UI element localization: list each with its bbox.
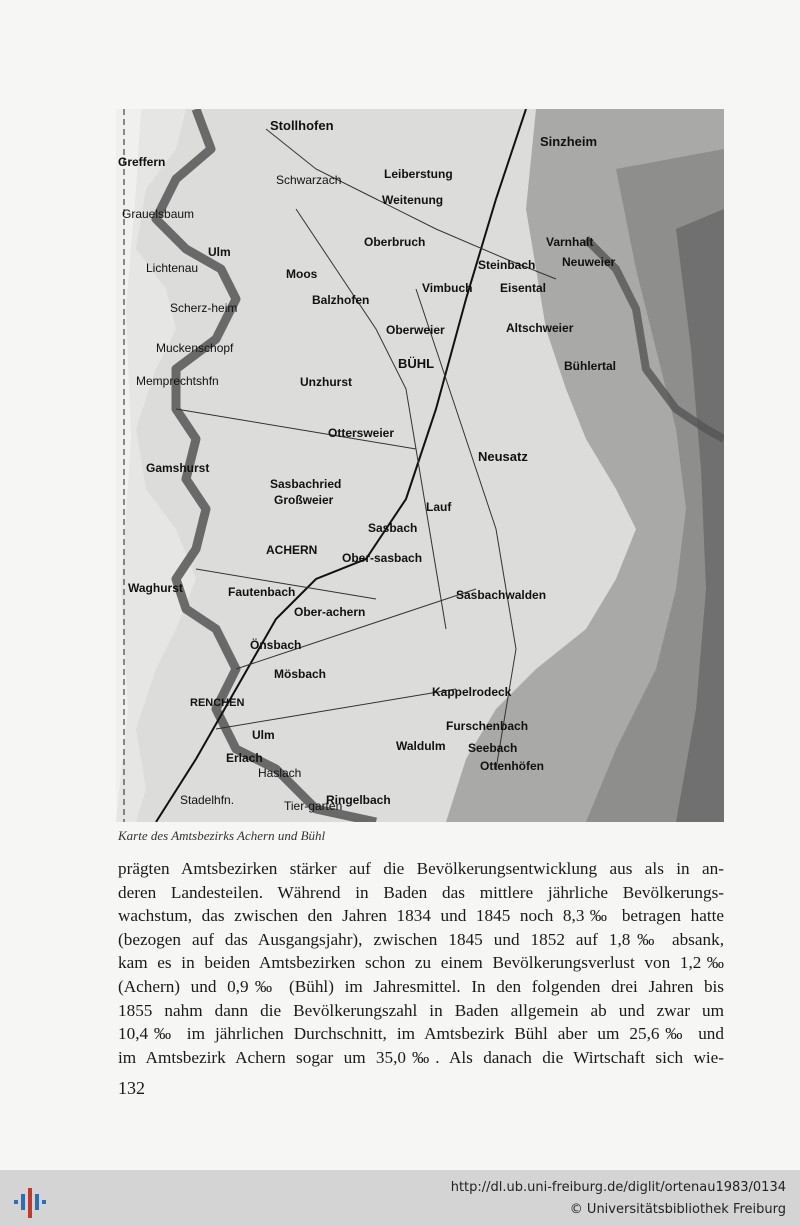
place-label: Ottenhöfen — [480, 759, 544, 773]
text-line: im Amtsbezirk Achern sogar um 35,0‰. Als danach die Wirtschaft sich wie- — [118, 1047, 724, 1067]
place-label: ACHERN — [266, 543, 318, 557]
place-label: Önsbach — [250, 638, 302, 652]
place-label: Ulm — [208, 245, 231, 259]
place-label: Memprechtshfn — [136, 374, 219, 388]
place-label: Oberbruch — [364, 235, 426, 249]
place-label: Neusatz — [478, 449, 528, 464]
place-label: Moos — [286, 267, 318, 281]
place-label: Tier-garten — [284, 799, 343, 813]
place-label: Schwarzach — [276, 173, 342, 187]
place-label: Sasbach — [368, 521, 418, 535]
place-label: Sasbachried — [270, 477, 342, 491]
place-label: Stadelhfn. — [180, 793, 235, 807]
text-line: deren Landesteilen. Während in Baden das mittlere jährliche Bevölkerungs- — [118, 882, 724, 902]
place-label: Ottersweier — [328, 426, 395, 440]
place-label: Lauf — [426, 500, 452, 514]
place-label: Gamshurst — [146, 461, 210, 475]
text-line: 10,4‰ im jährlichen Durchschnitt, im Amtsbezirk Bühl aber um 25,6‰ und — [118, 1024, 724, 1044]
place-label: Varnhalt — [546, 235, 594, 249]
place-label: BÜHL — [398, 356, 435, 371]
place-label: Sasbachwalden — [456, 588, 547, 602]
place-label: Furschenbach — [446, 719, 529, 733]
place-label: Altschweier — [506, 321, 574, 335]
place-label: Kappelrodeck — [432, 685, 512, 699]
place-label: Vimbuch — [422, 281, 473, 295]
place-label: Ober-sasbach — [342, 551, 423, 565]
copyright-text: © Universitätsbibliothek Freiburg — [569, 1202, 786, 1217]
place-label: Bühlertal — [564, 359, 617, 373]
place-label: Neuweier — [562, 255, 616, 269]
place-label: Oberweier — [386, 323, 445, 337]
place-label: Seebach — [468, 741, 518, 755]
place-label: Sinzheim — [540, 134, 598, 149]
place-label: Waldulm — [396, 739, 446, 753]
place-label: Steinbach — [478, 258, 536, 272]
place-label: Weitenung — [382, 193, 444, 207]
place-label: Greffern — [118, 155, 166, 169]
place-label: Ringelbach — [326, 793, 391, 807]
text-line: (Achern) und 0,9‰ (Bühl) im Jahresmittel. In den folgenden drei Jahren bis — [118, 976, 724, 996]
place-label: Stollhofen — [270, 118, 334, 133]
place-label: Muckenschopf — [156, 341, 234, 355]
footer-bar — [0, 1170, 800, 1226]
text-line: 1855 nahm dann die Bevölkerungszahl in Baden allgemein ab und zwar um — [118, 1000, 724, 1020]
text-line: wachstum, das zwischen den Jahren 1834 und 1845 noch 8,3‰ betragen hatte — [118, 906, 724, 926]
source-url-link[interactable]: http://dl.ub.uni-freiburg.de/diglit/ortenau1983/0134 — [450, 1180, 786, 1195]
text-line: (bezogen auf das Ausgangsjahr), zwischen 1845 und 1852 auf 1,8‰ absank, — [118, 929, 724, 949]
place-label: Fautenbach — [228, 585, 296, 599]
place-label: Unzhurst — [300, 375, 352, 389]
body-paragraph — [118, 857, 724, 1069]
place-label: Mösbach — [274, 667, 327, 681]
ub-freiburg-logo-icon — [10, 1178, 54, 1222]
place-label: Eisental — [500, 281, 547, 295]
text-line: kam es in beiden Amtsbezirken schon zu einem Bevölkerungsverlust von 1,2‰ — [118, 953, 724, 973]
place-label: Waghurst — [128, 581, 183, 595]
place-label: Haslach — [258, 766, 302, 780]
place-label: Ulm — [252, 728, 275, 742]
historical-map — [116, 109, 724, 822]
place-label: Leiberstung — [384, 167, 453, 181]
text-line: prägten Amtsbezirken stärker auf die Bevölkerungsentwicklung aus als in an- — [118, 859, 724, 878]
place-label: Balzhofen — [312, 293, 370, 307]
place-label: Scherz-heim — [170, 301, 238, 315]
place-label: Grauelsbaum — [122, 207, 195, 221]
place-label: Ober-achern — [294, 605, 366, 619]
place-label: RENCHEN — [190, 697, 245, 709]
place-label: Erlach — [226, 751, 263, 765]
place-label: Lichtenau — [146, 261, 199, 275]
place-label: Großweier — [274, 493, 334, 507]
page-number: 132 — [118, 1078, 145, 1098]
map-caption: Karte des Amtsbezirks Achern und Bühl — [118, 828, 326, 843]
